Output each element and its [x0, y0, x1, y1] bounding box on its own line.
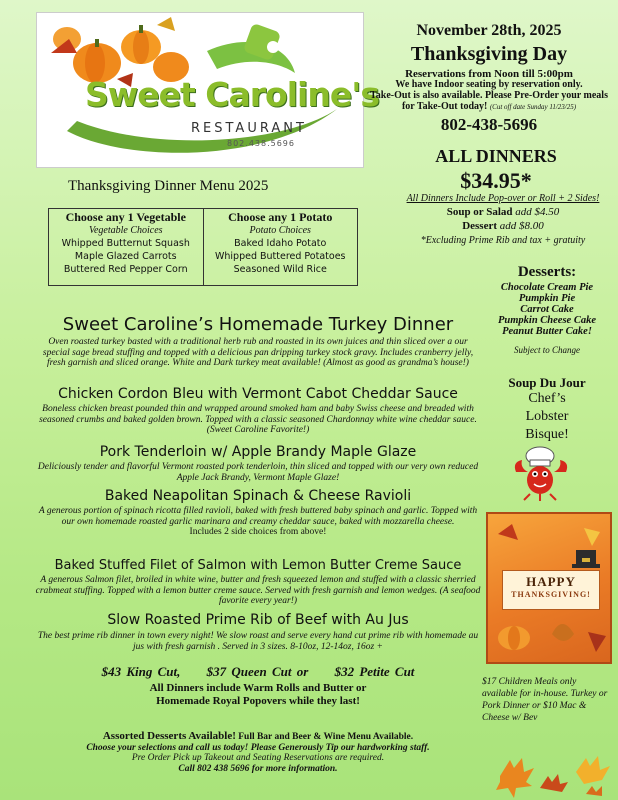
list-item: Pumpkin Pie	[518, 293, 576, 304]
soup-salad-price: add $4.50	[515, 206, 560, 218]
dessert-addon	[392, 220, 614, 232]
list-item: Seasoned Wild Rice	[233, 264, 327, 275]
preorder-note: Pre Order Pick up Takeout and Seating Reservations are required.	[131, 753, 385, 763]
list-item: Buttered Red Pepper Corn	[63, 264, 188, 275]
logo-subtitle: RESTAURANT	[191, 121, 307, 136]
restaurant-logo	[36, 12, 379, 168]
dish-turkey	[34, 314, 482, 369]
takeout-text: Take-Out is also available. Please Pre-Order your meals for Take-Out today!	[370, 90, 608, 112]
dish-prime-rib	[34, 612, 482, 652]
soup-salad-addon	[392, 206, 614, 218]
greeting-line1: HAPPY	[526, 574, 576, 589]
dish-title: Sweet Caroline’s Homemade Turkey Dinner	[62, 314, 454, 335]
dish-pork-tenderloin	[34, 444, 482, 483]
list-item: Whipped Butternut Squash	[61, 238, 190, 249]
exclusion-note: *Excluding Prime Rib and tax + gratuity	[420, 235, 586, 246]
king-cut-price: $43 King Cut,	[101, 664, 181, 679]
dish-title: Baked Stuffed Filet of Salmon with Lemon Butter Creme Sauce	[54, 558, 462, 573]
assorted-desserts: Assorted Desserts Available!	[102, 730, 236, 742]
dish-description: Oven roasted turkey basted with a traditional herb rub and roasted in its own juices and thin sliced over a our special sage bread stuffing and topped with a delicious pan dripping turkey stock gravy. Includes cranberry jelly, fresh garnish and sliced orange. White and Dark turkey meat available! (Almost as good as grandma’s house!)	[42, 337, 474, 368]
list-item: Whipped Buttered Potatoes	[214, 251, 346, 262]
vegetable-heading: Choose any 1 Vegetable	[65, 210, 186, 224]
dish-title: Chicken Cordon Bleu with Vermont Cabot Cheddar Sauce	[58, 386, 458, 402]
reservation-hours: Reservations from Noon till 5:00pm	[405, 68, 573, 80]
vegetable-sub: Vegetable Choices	[88, 225, 163, 236]
dish-title: Baked Neapolitan Spinach & Cheese Ravioli	[104, 488, 412, 504]
children-meals-note: $17 Children Meals only available for in-house. Turkey or Pork Dinner or $10 Mac & Cheese w/ Bev	[482, 677, 608, 723]
dish-description: A generous portion of spinach ricotta filled ravioli, baked with fresh buttered baby spinach and garlic. Topped with our own homemade roasted garlic marinara and creamy cheddar sauce, baked with mozzarella cheese.	[38, 506, 478, 527]
indoor-note: We have Indoor seating by reservation only.	[395, 79, 583, 90]
all-dinners-label: ALL DINNERS	[435, 146, 557, 166]
potato-column	[203, 209, 358, 285]
rolls-line: Homemade Royal Popovers while they last!	[156, 695, 360, 707]
menu-title: Thanksgiving Dinner Menu 2025	[68, 178, 269, 194]
holiday-title: Thanksgiving Day	[410, 43, 568, 65]
maple-leaves-icon	[480, 736, 616, 800]
dish-salmon	[34, 558, 482, 607]
desserts-title: Desserts:	[517, 264, 577, 280]
dish-cordon-bleu	[34, 386, 482, 436]
queen-cut-price: $37 Queen Cut or	[206, 664, 309, 679]
dessert-label: Dessert	[462, 220, 498, 232]
desserts-note: Subject to Change	[514, 345, 580, 355]
rolls-line: All Dinners include Warm Rolls and Butter or	[149, 682, 367, 694]
takeout-note	[366, 90, 612, 113]
list-item: Peanut Butter Cake!	[502, 326, 592, 337]
header-phone: 802-438-5696	[440, 115, 538, 134]
dish-description: Boneless chicken breast pounded thin and wrapped around smoked ham and baby Swiss cheese and breaded with seasoned crumbs and baked golden brown. Topped with a classic seasoned Chardonnay white wine cheddar sauce. (Sweet Caroline Favorite!)	[39, 404, 477, 435]
dish-ravioli	[34, 488, 482, 538]
list-item: Baked Idaho Potato	[234, 238, 327, 249]
side-choices-table	[48, 208, 358, 286]
event-date: November 28th, 2025	[416, 22, 562, 39]
potato-heading: Choose any 1 Potato	[228, 210, 333, 224]
soup-line: Bisque!	[525, 427, 569, 442]
desserts-list	[480, 282, 614, 337]
logo-name: Sweet Caroline's	[85, 75, 379, 114]
footer	[34, 731, 482, 774]
dish-extra: Includes 2 side choices from above!	[189, 527, 327, 537]
dish-description: The best prime rib dinner in town every night! We slow roast and serve every hand cut prime rib with homemade au jus with fresh garnish . Served in 3 sizes. 8-10oz, 12-14oz, 16oz +	[37, 631, 479, 652]
soup-title: Soup Du Jour	[508, 375, 586, 390]
prime-rib-prices	[34, 664, 482, 680]
call-note: Call 802 438 5696 for more information.	[178, 763, 338, 774]
greeting-line2: THANKSGIVING!	[511, 590, 591, 599]
bar-note: Full Bar and Beer & Wine Menu Available.	[238, 732, 414, 742]
potato-sub: Potato Choices	[249, 225, 311, 236]
includes-note: All Dinners Include Pop-over or Roll + 2 Sides!	[406, 193, 600, 204]
lobster-chef-icon	[510, 444, 572, 502]
dish-description: A generous Salmon filet, broiled in white wine, butter and fresh squeezed lemon and stuffed with a classic sherried crabmeat stuffing. Topped with a lemon butter creme sauce. Served with fresh garnish and lemon wedges. (A seafood favorite every year!)	[35, 575, 481, 606]
event-header	[366, 22, 612, 135]
cutoff-date: (Cut off date Sunday 11/23/25)	[489, 103, 577, 111]
logo-phone: 802.438.5696	[227, 139, 295, 148]
vegetable-column	[49, 209, 203, 285]
dish-title: Pork Tenderloin w/ Apple Brandy Maple Glaze	[99, 444, 417, 460]
petite-cut-price: $32 Petite Cut	[334, 664, 415, 679]
soup-line: Lobster	[525, 409, 569, 424]
list-item: Chocolate Cream Pie	[500, 282, 594, 293]
list-item: Carrot Cake	[520, 304, 574, 315]
rolls-note	[34, 682, 482, 708]
soup-description	[480, 390, 614, 444]
soup-salad-label: Soup or Salad	[446, 206, 513, 218]
happy-thanksgiving-card	[486, 512, 612, 664]
dessert-price: add $8.00	[499, 220, 544, 232]
dish-title: Slow Roasted Prime Rib of Beef with Au Jus	[107, 612, 409, 628]
dinner-price: $34.95*	[460, 168, 532, 193]
dish-description: Deliciously tender and flavorful Vermont roasted pork tenderloin, thin sliced and topped with our very own reduced Apple Jack Brandy, Vermont Maple Glaze!	[37, 462, 479, 483]
soup-line: Chef’s	[528, 391, 566, 406]
choose-note: Choose your selections and call us today! Please Generously Tip our hardworking staff.	[86, 742, 430, 753]
greeting-banner	[502, 570, 600, 610]
list-item: Pumpkin Cheese Cake	[497, 315, 596, 326]
list-item: Maple Glazed Carrots	[74, 251, 177, 262]
